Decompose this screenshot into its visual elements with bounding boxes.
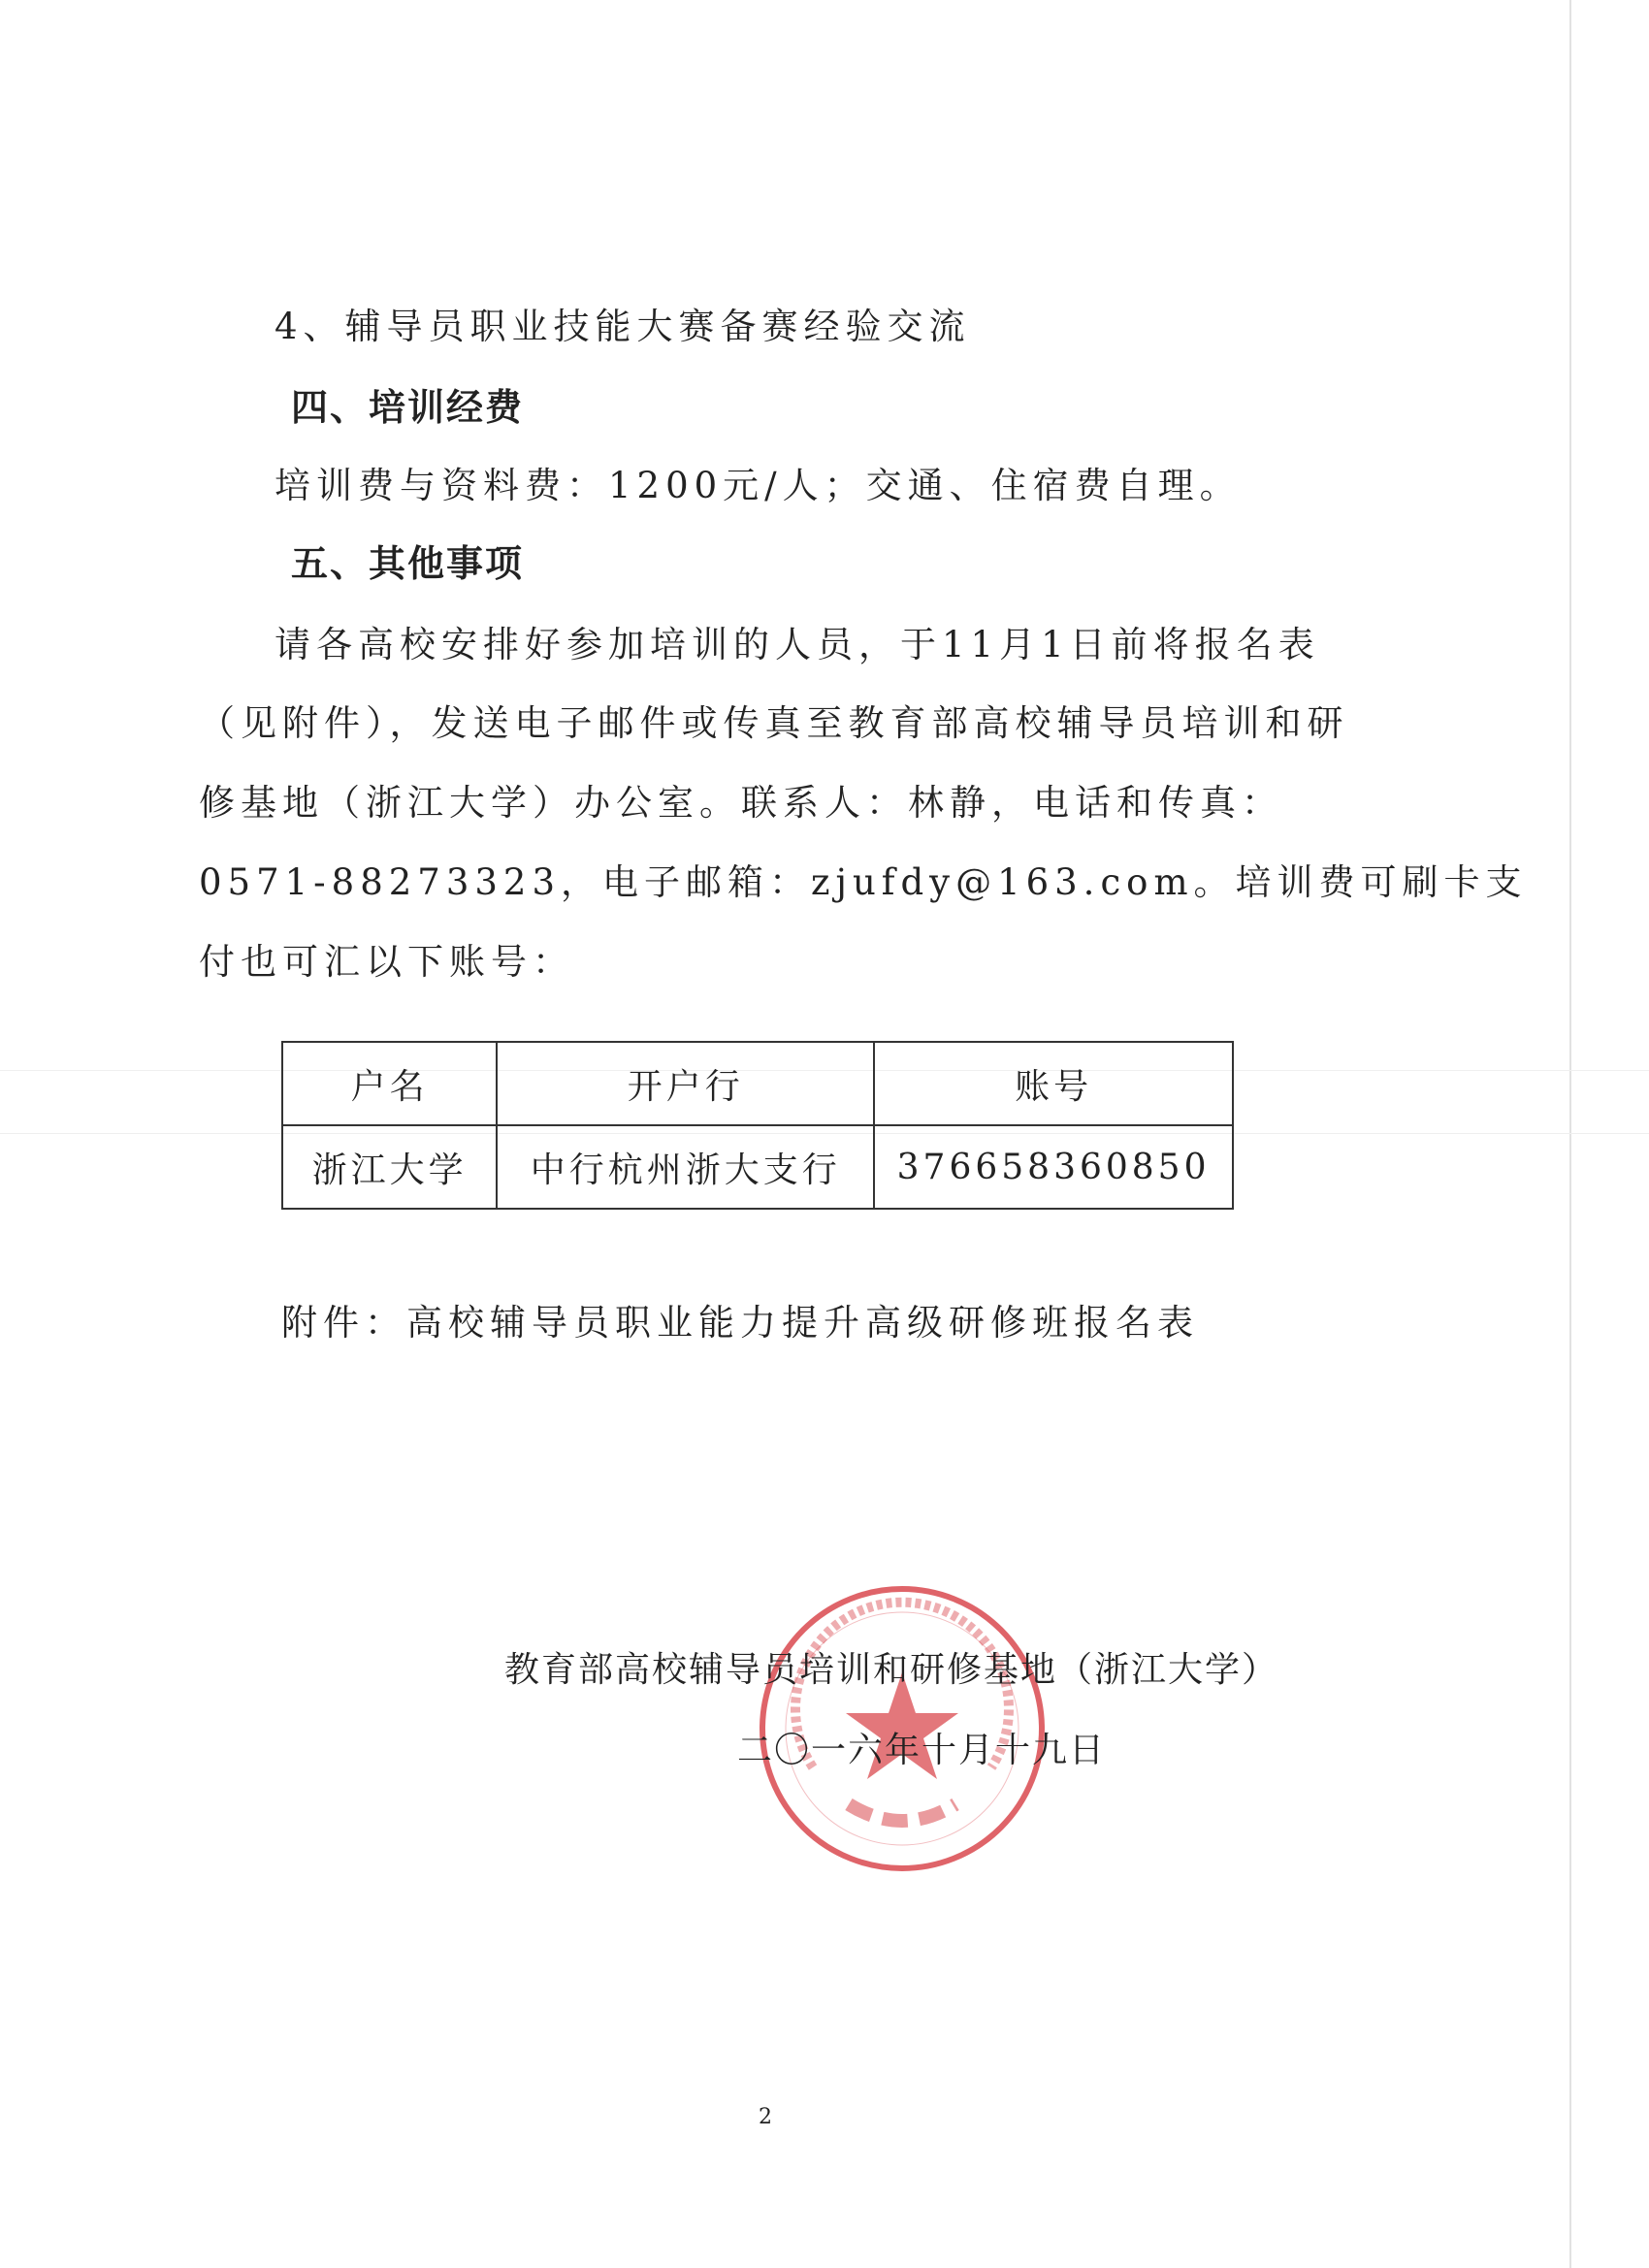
paragraph-line-2: （见附件），发送电子邮件或传真至教育部高校辅导员培训和研: [199, 702, 1349, 744]
seal-center-text: [849, 1804, 955, 1821]
list-item-4: 4、辅导员职业技能大赛备赛经验交流: [275, 306, 971, 347]
scan-edge-line: [1569, 0, 1571, 2268]
section-heading-fees: 四、培训经费: [291, 386, 525, 429]
table-header-cell: 账号: [874, 1042, 1233, 1125]
signature-organization: 教育部高校辅导员培训和研修基地（浙江大学）: [504, 1650, 1279, 1690]
signature-date: 二〇一六年十月十九日: [737, 1731, 1107, 1770]
fee-text: 培训费与资料费：1200元/人；交通、住宿费自理。: [275, 465, 1242, 506]
paragraph-line-1: 请各高校安排好参加培训的人员，于11月1日前将报名表: [275, 624, 1320, 665]
page-number: 2: [759, 2105, 772, 2129]
table-header-cell: 户名: [282, 1042, 497, 1125]
table-header-row: [282, 1042, 1233, 1125]
table-cell-bank: 中行杭州浙大支行: [497, 1125, 874, 1209]
table-header-cell: 开户行: [497, 1042, 874, 1125]
paragraph-line-4: 0571-88273323，电子邮箱：zjufdy@163.com。培训费可刷卡支: [199, 861, 1528, 903]
paragraph-line-5: 付也可汇以下账号：: [199, 941, 574, 983]
section-heading-other: 五、其他事项: [291, 542, 525, 585]
paragraph-line-3: 修基地（浙江大学）办公室。联系人：林静，电话和传真：: [199, 782, 1283, 824]
table-cell-account-name: 浙江大学: [282, 1125, 497, 1209]
bank-account-table: [281, 1041, 1234, 1210]
table-row: [282, 1125, 1233, 1209]
attachment-note: 附件：高校辅导员职业能力提升高级研修班报名表: [281, 1302, 1199, 1344]
table-cell-account-number: 376658360850: [874, 1125, 1233, 1209]
